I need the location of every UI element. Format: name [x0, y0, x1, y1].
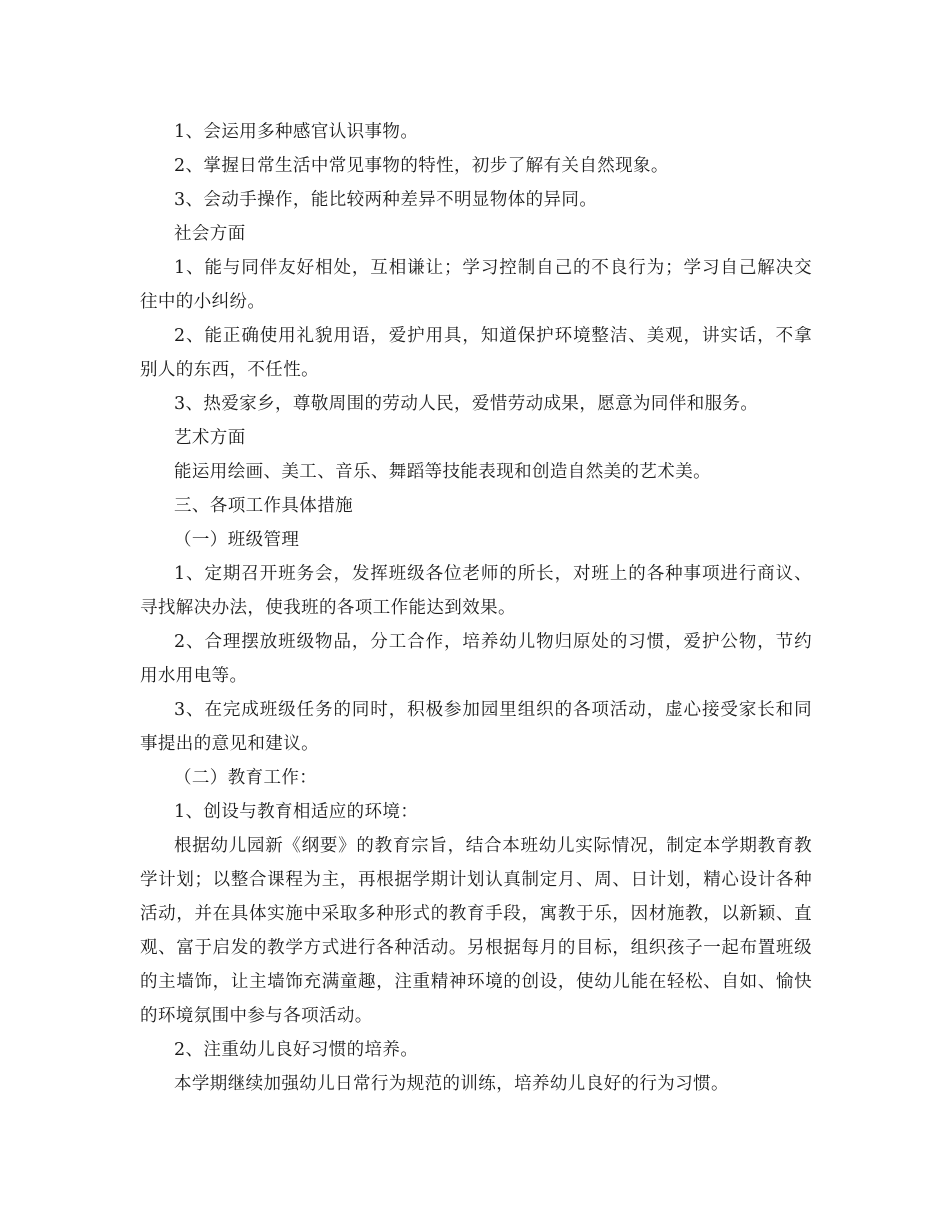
section-heading-social: 社会方面 [174, 224, 246, 244]
list-item-hometown: 3、热爱家乡，尊敬周围的劳动人民，爱惜劳动成果，愿意为同伴和服务。 [174, 394, 759, 414]
list-item-daily-things: 2、掌握日常生活中常见事物的特性，初步了解有关自然现象。 [174, 156, 669, 176]
section-heading-art: 艺术方面 [174, 428, 246, 448]
list-item-items: 2、合理摆放班级物品，分工合作，培养幼儿物归原处的习惯，爱护公物，节约用水用电等。 [140, 632, 812, 686]
list-item-peers: 1、能与同伴友好相处，互相谦让；学习控制自己的不良行为；学习自己解决交往中的小纠纷。 [140, 258, 812, 312]
list-item-habits: 2、注重幼儿良好习惯的培养。 [174, 1040, 419, 1060]
paragraph-environment: 根据幼儿园新《纲要》的教育宗旨，结合本班幼儿实际情况，制定本学期教育教学计划；以整合课程为主，再根据学期计划认真制定月、周、日计划，精心设计各种活动，并在具体实施中采取多种形式的教育手段，寓教于乐，因材施教，以新颖、直观、富于启发的教学方式进行各种活动。另根据每月的目标，组织孩子一起布置班级的主墙饰，让主墙饰充满童趣，注重精神环境的创设，使幼儿能在轻松、自如、愉快的环境氛围中参与各项活动。 [140, 836, 812, 1026]
paragraph-art: 能运用绘画、美工、音乐、舞蹈等技能表现和创造自然美的艺术美。 [174, 462, 711, 482]
list-item-compare: 3、会动手操作，能比较两种差异不明显物体的异同。 [174, 190, 598, 210]
list-item-environment: 1、创设与教育相适应的环境： [174, 802, 419, 822]
paragraph-habits: 本学期继续加强幼儿日常行为规范的训练，培养幼儿良好的行为习惯。 [174, 1074, 729, 1094]
list-item-manners: 2、能正确使用礼貌用语，爱护用具，知道保护环境整洁、美观，讲实话，不拿别人的东西，不任性。 [140, 326, 812, 380]
section-heading-measures: 三、各项工作具体措施 [174, 496, 353, 516]
subheading-class-management: （一）班级管理 [174, 530, 300, 550]
document-body [140, 115, 812, 1101]
list-item-meetings: 1、定期召开班务会，发挥班级各位老师的所长，对班上的各种事项进行商议、寻找解决办法，使我班的各项工作能达到效果。 [140, 564, 812, 618]
subheading-education: （二）教育工作： [174, 768, 318, 788]
list-item-activities: 3、在完成班级任务的同时，积极参加园里组织的各项活动，虚心接受家长和同事提出的意见和建议。 [140, 700, 812, 754]
list-item-senses: 1、会运用多种感官认识事物。 [174, 122, 419, 142]
